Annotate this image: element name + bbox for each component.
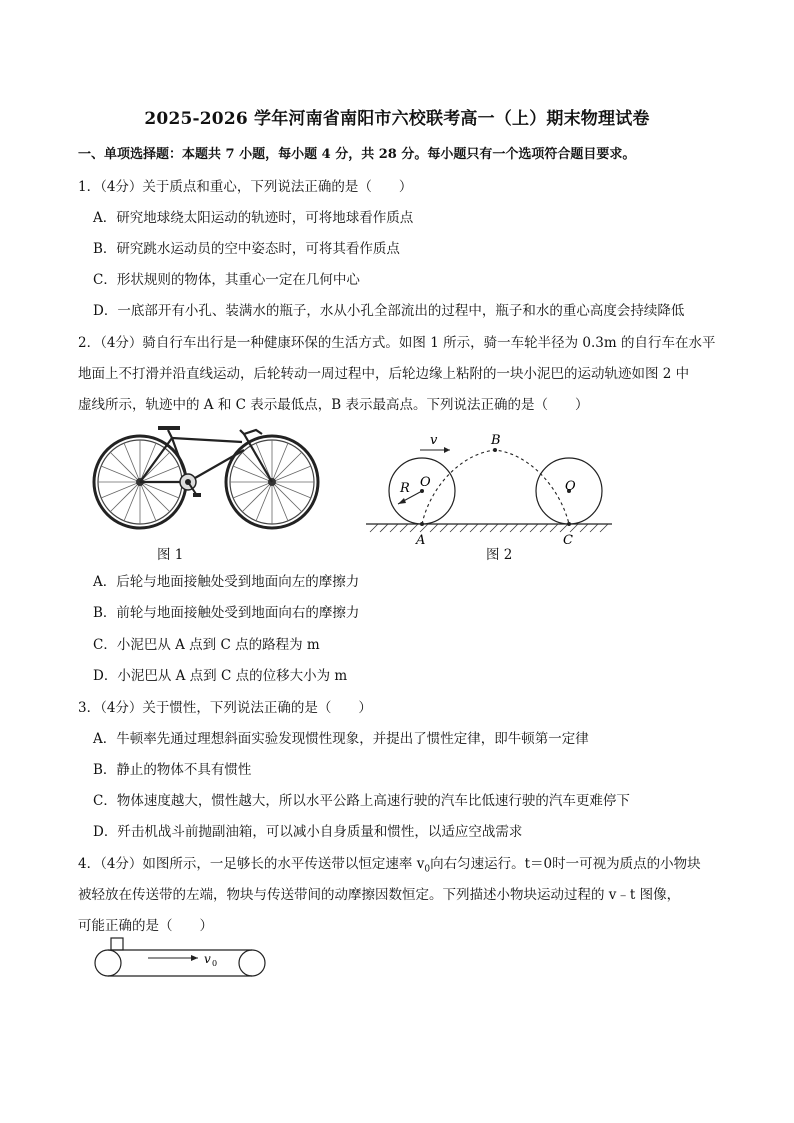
conveyor-belt-figure	[92, 934, 272, 980]
trajectory-figure	[360, 428, 620, 548]
bicycle-figure	[92, 420, 342, 540]
label-v0: v	[204, 952, 211, 966]
q2-option-a: A．后轮与地面接触处受到地面向左的摩擦力	[93, 574, 360, 590]
label-r: R	[400, 481, 410, 496]
cycloid-trajectory	[422, 450, 569, 524]
question-1-stem: 1．（4分）关于质点和重心，下列说法正确的是（ ）	[78, 179, 413, 195]
question-4-stem-line-3: 可能正确的是（ ）	[78, 918, 213, 934]
label-v: v	[430, 433, 438, 448]
q1-option-d: D．一底部开有小孔、装满水的瓶子，水从小孔全部流出的过程中，瓶子和水的重心高度会持续降低	[93, 303, 685, 319]
q1-option-b: B．研究跳水运动员的空中姿态时，可将其看作质点	[93, 241, 400, 257]
q1-option-a: A．研究地球绕太阳运动的轨迹时，可将地球看作质点	[93, 210, 414, 226]
q3-option-d: D．歼击机战斗前抛副油箱，可以减小自身质量和惯性，以适应空战需求	[93, 824, 523, 840]
q2-option-c: C．小泥巴从 A 点到 C 点的路程为 m	[93, 637, 320, 653]
question-4-stem-line-2: 被轻放在传送带的左端，物块与传送带间的动摩擦因数恒定。下列描述小物块运动过程的 v﹣t 图像，	[78, 887, 681, 903]
question-3-stem: 3．（4分）关于惯性，下列说法正确的是（ ）	[78, 700, 372, 716]
page-title: 2025-2026 学年河南省南阳市六校联考高一（上）期末物理试卷	[144, 109, 650, 129]
q3-option-b: B．静止的物体不具有惯性	[93, 762, 252, 778]
question-4-stem-line-1: 4．（4分）如图所示，一足够长的水平传送带以恒定速率 $v_0$向右匀速运行。t＝0时一可视为质点的小物块	[78, 856, 701, 875]
q2-option-b: B．前轮与地面接触处受到地面向右的摩擦力	[93, 605, 360, 621]
left-roller	[95, 950, 121, 976]
q1-option-c: C．形状规则的物体，其重心一定在几何中心	[93, 272, 360, 288]
label-a: A	[416, 533, 426, 548]
question-2-stem-line-3: 虚线所示，轨迹中的 A 和 C 表示最低点，B 表示最高点。下列说法正确的是（ ）	[78, 397, 589, 413]
label-o-right: O	[565, 479, 576, 494]
label-c: C	[563, 533, 573, 548]
right-roller	[239, 950, 265, 976]
question-2-stem-line-2: 地面上不打滑并沿直线运动，后轮转动一周过程中，后轮边缘上粘附的一块小泥巴的运动轨迹如图 2 中	[78, 366, 690, 382]
q3-option-c: C．物体速度越大，惯性越大，所以水平公路上高速行驶的汽车比低速行驶的汽车更难停下	[93, 793, 630, 809]
label-o-left: O	[420, 475, 431, 490]
question-2-stem-line-1: 2．（4分）骑自行车出行是一种健康环保的生活方式。如图 1 所示，骑一车轮半径为 0.3m 的自行车在水平	[78, 335, 716, 351]
label-b: B	[491, 433, 501, 448]
ground	[366, 524, 612, 532]
label-v0-sub: 0	[212, 959, 218, 968]
q3-option-a: A．牛顿率先通过理想斜面实验发现惯性现象，并提出了惯性定律，即牛顿第一定律	[93, 731, 589, 747]
q2-option-d: D．小泥巴从 A 点到 C 点的位移大小为 m	[93, 668, 348, 684]
figure-1-caption: 图 1	[157, 547, 184, 563]
block	[111, 938, 123, 950]
section-heading: 一、单项选择题：本题共 7 小题，每小题 4 分，共 28 分。每小题只有一个选项符合题目要求。	[78, 147, 636, 162]
figure-2-caption: 图 2	[486, 547, 513, 563]
